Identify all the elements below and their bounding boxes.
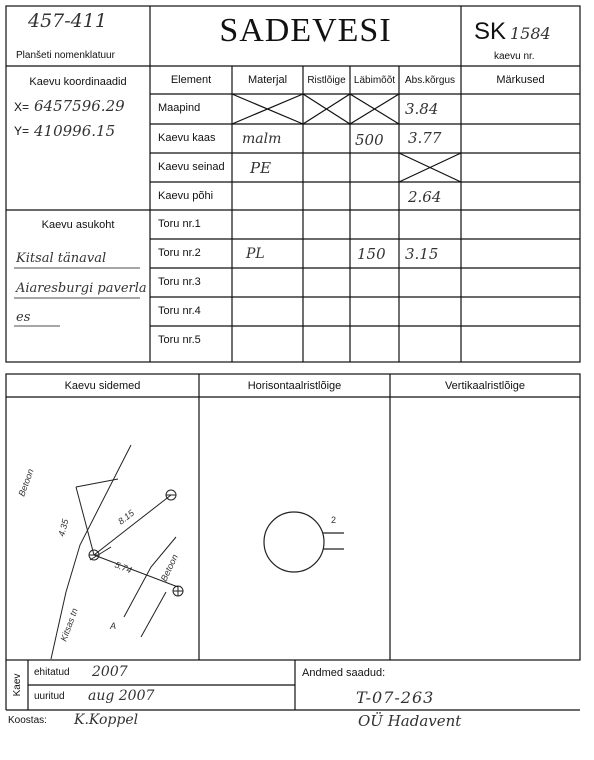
- cell-maapind-abs: 3.84: [405, 100, 439, 118]
- col-header-element: Element: [170, 74, 212, 86]
- location-label: Kaevu asukoht: [41, 219, 115, 231]
- x-label: X=: [14, 100, 30, 114]
- cell-kaas-labimoot: 500: [355, 131, 384, 149]
- section-vertikaal-header: Vertikaalristlõige: [444, 379, 526, 392]
- sketch-label-a: A: [110, 621, 117, 631]
- sketch-label-betoon-2: Betoon: [158, 552, 180, 583]
- row-label-toru-3: Toru nr.3: [158, 276, 201, 288]
- row-label-kaevu-pohi: Kaevu põhi: [158, 190, 214, 202]
- sk-prefix: SK: [474, 18, 507, 45]
- cell-pohi-abs: 2.64: [408, 188, 442, 206]
- cell-seinad-materjal: PE: [250, 159, 272, 177]
- coords-label: Kaevu koordinaadid: [29, 76, 127, 88]
- cell-toru2-materjal: PL: [246, 246, 265, 262]
- pipe-label: 2: [331, 515, 337, 525]
- row-label-kaevu-kaas: Kaevu kaas: [158, 132, 216, 144]
- cell-kaas-materjal: malm: [242, 131, 282, 147]
- horizontal-section-drawing: [199, 397, 390, 660]
- row-label-toru-5: Toru nr.5: [158, 334, 201, 346]
- location-line-2: Aiaresburgi paverla: [16, 281, 147, 296]
- location-line-3: es: [16, 310, 31, 325]
- location-line-1: Kitsal tänaval: [16, 251, 107, 266]
- col-header-markused: Märkused: [496, 74, 545, 86]
- ehitatud-value: 2007: [92, 664, 128, 680]
- col-header-labimoot: Läbimõõt: [353, 74, 396, 86]
- uuritud-value: aug 2007: [88, 688, 155, 704]
- row-label-kaevu-seinad: Kaevu seinad: [158, 161, 225, 173]
- nomenclature-label: Planšeti nomenklatuur: [16, 50, 115, 61]
- uuritud-label: uuritud: [34, 691, 65, 702]
- y-label: Y=: [14, 124, 30, 138]
- col-header-abs: Abs.kõrgus: [404, 74, 456, 86]
- sketch-label-betoon-1: Betoon: [16, 467, 36, 498]
- company-value: OÜ Hadavent: [358, 712, 462, 730]
- cell-toru2-abs: 3.15: [405, 245, 439, 263]
- kaev-vertical-label: Kaev: [11, 673, 23, 697]
- sketch-label-dist-1: 4.35: [56, 517, 71, 538]
- ehitatud-label: ehitatud: [34, 667, 70, 678]
- sketch-label-dist-3: 5.74: [113, 559, 134, 576]
- sk-number: 1584: [510, 24, 551, 43]
- location-sketch: [6, 397, 199, 660]
- row-label-toru-4: Toru nr.4: [158, 305, 201, 317]
- koostas-label: Koostas:: [8, 715, 47, 726]
- cell-kaas-abs: 3.77: [408, 129, 442, 147]
- col-header-materjal: Materjal: [247, 74, 288, 86]
- well-no-label: kaevu nr.: [494, 51, 535, 62]
- y-value: 410996.15: [34, 122, 116, 140]
- koostas-value: K.Koppel: [74, 712, 139, 728]
- row-label-toru-2: Toru nr.2: [158, 247, 201, 259]
- section-sidemed-header: Kaevu sidemed: [64, 379, 141, 392]
- row-label-maapind: Maapind: [158, 102, 201, 114]
- page-title: SADEVESI: [219, 12, 392, 49]
- row-label-toru-1: Toru nr.1: [158, 218, 201, 230]
- sketch-label-dist-2: 8.15: [116, 507, 137, 527]
- section-horisontaal-header: Horisontaalristlõige: [247, 379, 342, 392]
- cell-toru2-labimoot: 150: [357, 245, 386, 263]
- sketch-label-street: Kitsas tn: [58, 606, 80, 643]
- x-value: 6457596.29: [34, 97, 125, 115]
- andmed-label: Andmed saadud:: [302, 667, 386, 679]
- andmed-value: T-07-263: [356, 688, 435, 707]
- nomenclature-value: 457-411: [28, 10, 107, 32]
- col-header-ristloige: Ristlõige: [307, 74, 346, 86]
